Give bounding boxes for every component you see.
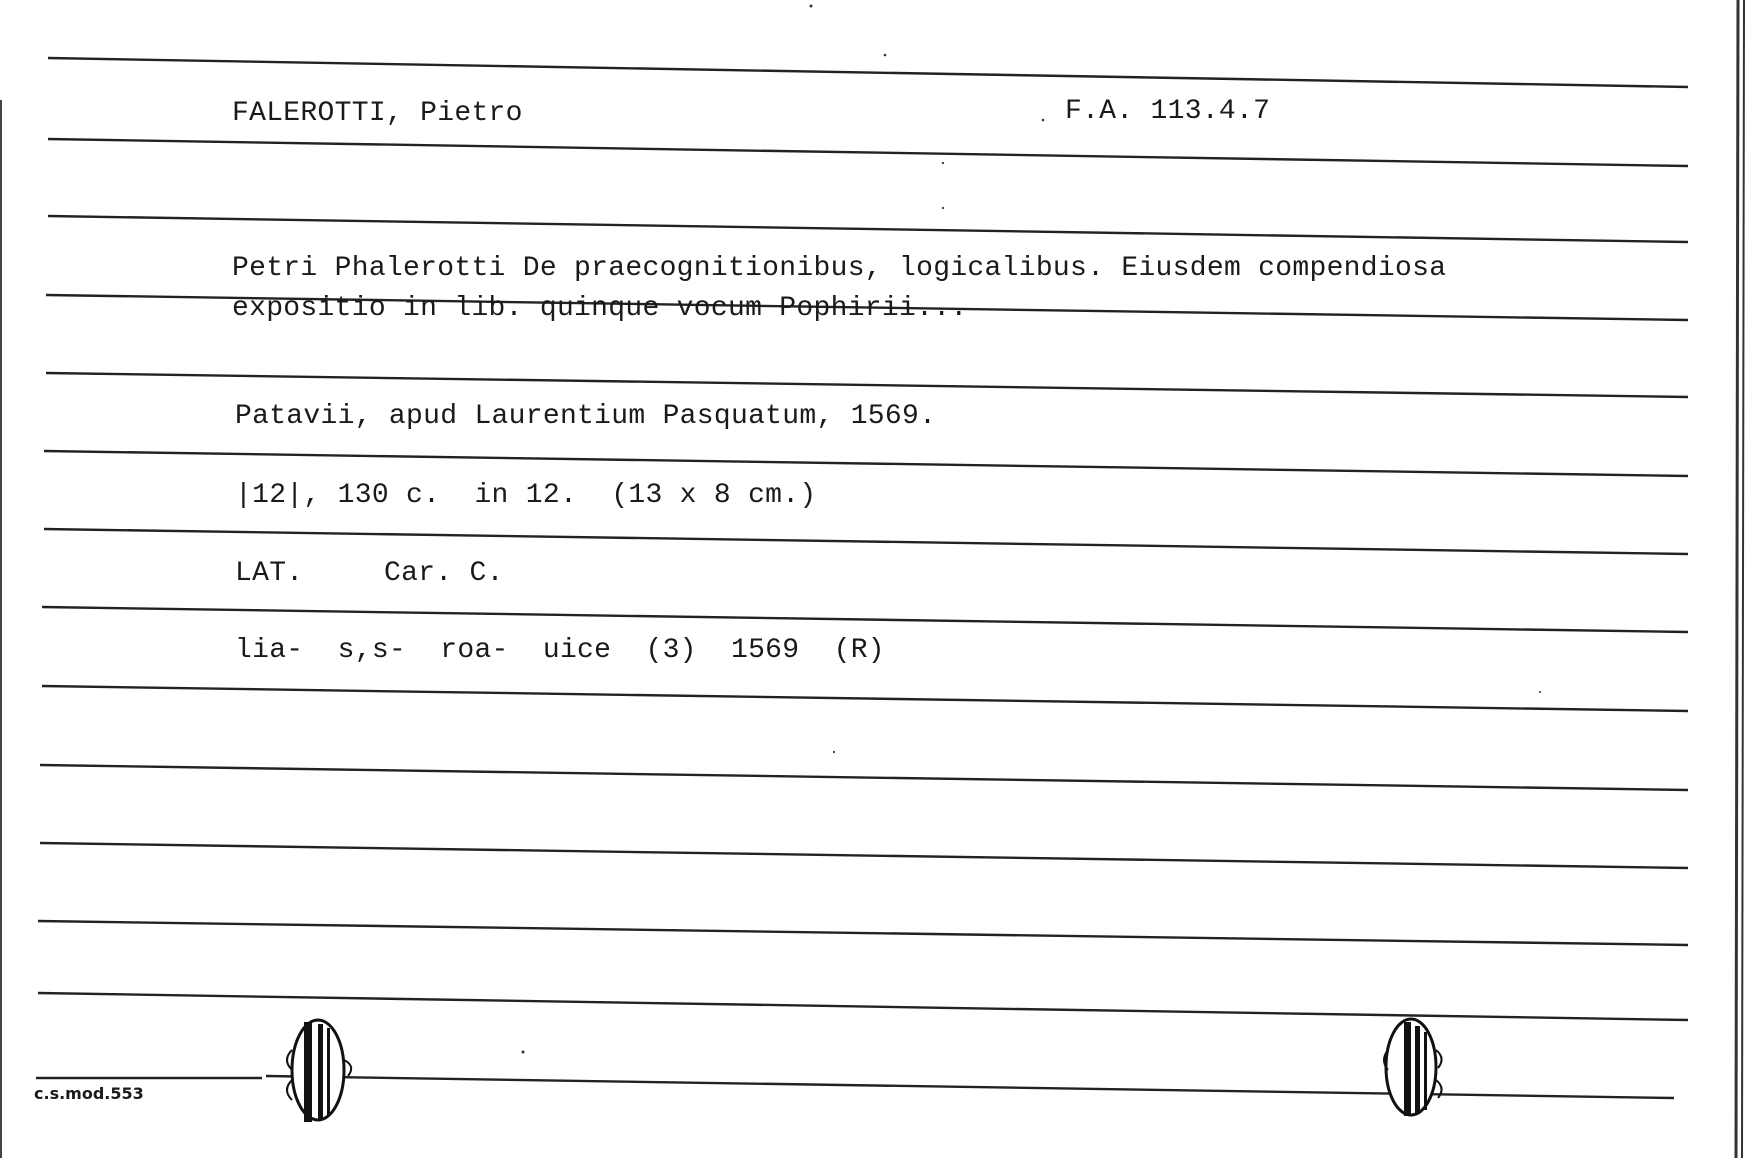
fingerprint-line: lia- s,s- roa- uice (3) 1569 (R) [235,635,885,666]
punch-hole-right [1384,1019,1442,1116]
title-line-2: expositio in lib. quinque vocum Pophirii... [232,293,968,324]
title-line-1: Petri Phalerotti De praecognitionibus, logicalibus. Eiusdem compendiosa [232,253,1447,284]
author-heading: FALEROTTI, Pietro [232,98,523,129]
type-code: Car. C. [384,558,504,589]
form-code: c.s.mod.553 [34,1084,144,1103]
imprint-line: Patavii, apud Laurentium Pasquatum, 1569. [235,401,937,432]
shelfmark: F.A. 113.4.7 [1065,96,1271,127]
right-edge [1736,0,1744,1158]
punch-hole-left [287,1020,351,1122]
language-code: LAT. [235,558,304,589]
collation-line: |12|, 130 c. in 12. (13 x 8 cm.) [235,480,817,511]
